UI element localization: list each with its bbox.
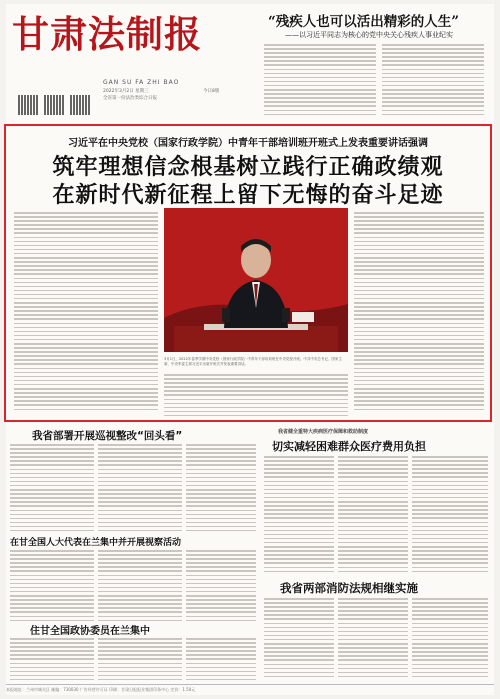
qr-code-icon: [44, 95, 64, 115]
story3-body-col2: [98, 638, 182, 683]
story3-body-col1: [10, 638, 94, 683]
feature-kicker: 习近平在中央党校（国家行政学院）中青年干部培训班开班式上发表重要讲话强调: [68, 138, 428, 149]
masthead-sponsor: 全省第一份法治类综合日报: [103, 96, 157, 101]
story2-body-col1: [10, 550, 94, 624]
story5-body-col2: [338, 598, 408, 680]
feature-photo-caption: 3月1日，2022年春季学期中央党校（国家行政学院）中青年干部培训班在中央党校开班。中共中央总书记、国家主席、中央军委主席习近平出席开班式并发表重要讲话。: [164, 357, 342, 366]
story2-body-col3: [186, 550, 256, 624]
masthead-pinyin: GAN SU FA ZHI BAO: [103, 79, 180, 86]
feature-title-line2: 在新时代新征程上留下无悔的奋斗足迹: [52, 182, 444, 208]
story5-headline: 我省两部消防法规相继实施: [280, 581, 418, 595]
edition-count: 今日8版: [203, 89, 220, 94]
page-footer: 本报地址：兰州市城关区 邮编：730030 广告经营许可证 印刷：甘肃日报报业集团印务中心 定价：1.50元: [6, 684, 494, 693]
feature-title-line1: 筑牢理想信念根基树立践行正确政绩观: [52, 154, 444, 180]
story4-kicker: 我省健全重特大疾病医疗保障和救助制度: [278, 429, 369, 435]
masthead-title: 甘肃法制报: [12, 12, 202, 56]
top-story-headline: “残疾人也可以活出精彩的人生”: [268, 14, 460, 30]
top-story-subhead: ——以习近平同志为核心的党中央关心残疾人事业纪实: [285, 31, 453, 39]
story3-headline: 住甘全国政协委员在兰集中: [30, 626, 150, 637]
story3-body-col3: [186, 638, 256, 683]
top-story-body: [264, 44, 376, 118]
feature-story-box: [4, 124, 492, 422]
feature-body-left: [14, 212, 158, 413]
story5-body-col1: [264, 598, 334, 680]
feature-body-right: [354, 212, 484, 413]
story4-body-col1: [264, 456, 334, 575]
story1-body-col2: [98, 444, 182, 534]
story4-body-col2: [338, 456, 408, 575]
qr-code-icon: [70, 95, 90, 115]
story4-body-col3: [412, 456, 488, 575]
qr-code-icon: [18, 95, 38, 115]
story4-headline: 切实减轻困难群众医疗费用负担: [272, 440, 426, 453]
top-story-body-col2: [382, 44, 484, 118]
feature-body-center: [164, 374, 348, 419]
feature-photo: [164, 208, 348, 352]
story1-body-col1: [10, 444, 94, 534]
story1-body-col3: [186, 444, 256, 534]
story2-body-col2: [98, 550, 182, 624]
issue-date: 2022年3月2日 星期三: [103, 89, 149, 94]
story1-headline: 我省部署开展巡视整改“回头看”: [32, 430, 183, 442]
story5-body-col3: [412, 598, 488, 680]
story2-headline: 在甘全国人大代表在兰集中并开展视察活动: [10, 538, 182, 548]
